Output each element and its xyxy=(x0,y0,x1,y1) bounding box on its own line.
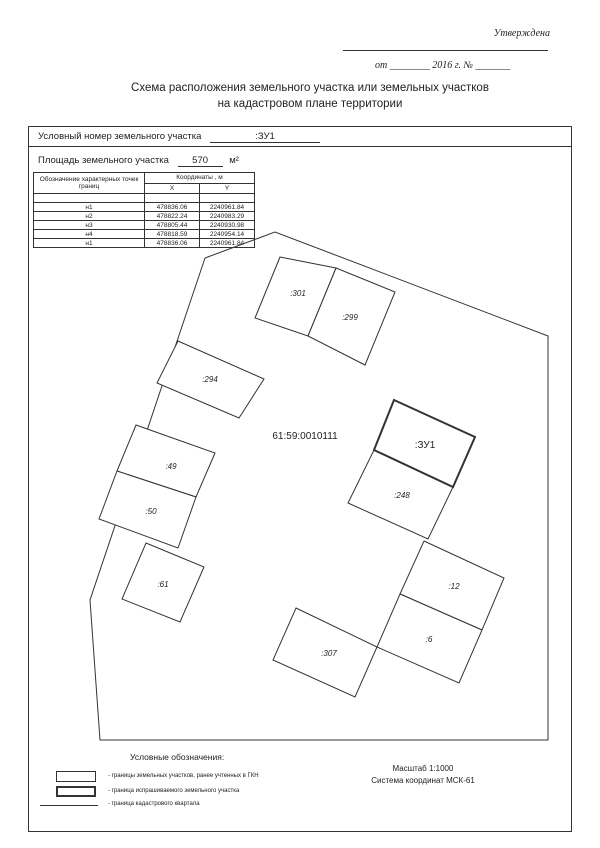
label-248: :248 xyxy=(394,491,410,500)
title-line-2: на кадастровом плане территории xyxy=(217,98,403,110)
title-line-1: Схема расположения земельного участка или земельных участков xyxy=(131,82,489,94)
label-6: :6 xyxy=(425,635,433,644)
quarter-number: 61:59:0010111 xyxy=(272,431,338,442)
scale-text: Масштаб 1:1000 xyxy=(392,764,454,773)
parcel-area-unit: м² xyxy=(229,155,239,166)
approval-date-line: от ________ 2016 г. № _______ xyxy=(375,60,511,71)
legend-title: Условные обозначения: xyxy=(130,752,225,762)
points-header: Обозначение характерных точек границ xyxy=(34,173,145,194)
label-12: :12 xyxy=(448,582,460,591)
label-307: :307 xyxy=(321,649,337,658)
parcel-area-label: Площадь земельного участка xyxy=(38,155,169,166)
table-row: н4 478818.59 2240954.14 xyxy=(34,230,255,239)
legend-symbol-requested xyxy=(56,786,96,797)
table-row: н1 478836.06 2240961.84 xyxy=(34,203,255,212)
table-row: н3 478805.44 2240930.98 xyxy=(34,221,255,230)
parcel-area-value: 570 xyxy=(178,155,223,167)
label-zu1: :ЗУ1 xyxy=(414,440,436,451)
label-301: :301 xyxy=(290,289,306,298)
col-y-header: Y xyxy=(200,183,255,194)
coordinate-system: Система координат МСК-61 xyxy=(371,776,475,785)
legend-symbol-registered xyxy=(56,771,96,782)
table-row: н2 478822.24 2240983.29 xyxy=(34,212,255,221)
scale-info xyxy=(368,763,478,787)
parcel-number-value: :ЗУ1 xyxy=(210,131,320,143)
col-x-header: X xyxy=(145,183,200,194)
coords-header: Координаты , м xyxy=(145,173,255,184)
label-61: :61 xyxy=(157,580,169,589)
table-row: н1 478836.06 2240961.84 xyxy=(34,239,255,248)
approved-label: Утверждена xyxy=(493,28,550,39)
legend-symbol-quarter xyxy=(40,805,98,806)
legend-text-registered: - границы земельных участков, ранее учтенных в ГКН xyxy=(108,773,259,779)
label-50: :50 xyxy=(145,507,157,516)
legend-text-requested: - граница испрашиваемого земельного участка xyxy=(108,788,240,794)
label-294: :294 xyxy=(202,375,218,384)
parcel-number-label: Условный номер земельного участка xyxy=(38,131,202,142)
label-299: :299 xyxy=(342,313,358,322)
legend-text-quarter: - граница кадастрового квартала xyxy=(108,801,200,807)
label-49: :49 xyxy=(165,462,177,471)
